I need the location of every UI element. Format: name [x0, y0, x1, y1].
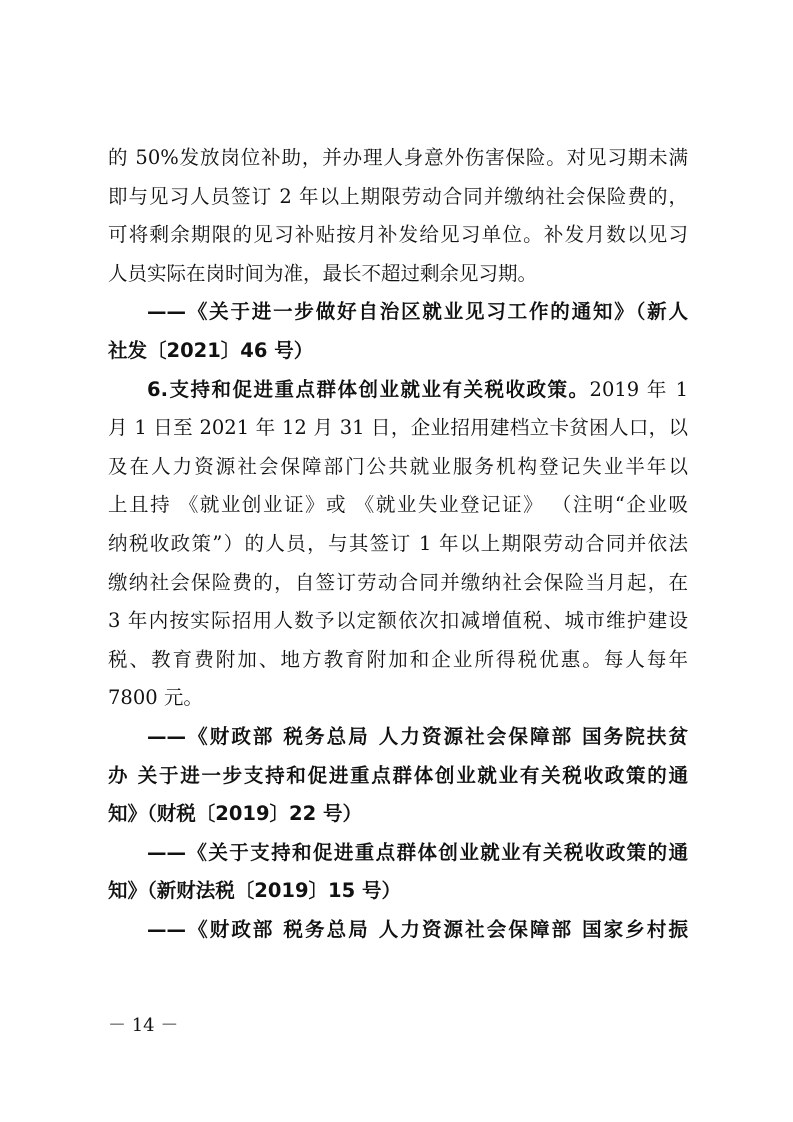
paragraph-text: 2019 年 1	[589, 377, 688, 401]
section-heading-line	[108, 371, 688, 410]
paragraph-line: 上且持 《就业创业证》或 《就业失业登记证》 （注明“企业吸	[108, 493, 688, 517]
section-heading: 6.支持和促进重点群体创业就业有关税收政策。	[147, 377, 590, 401]
page-number: － 14 －	[108, 1015, 179, 1036]
paragraph-line: 的 50%发放岗位补助，并办理人身意外伤害保险。对见习期未满	[108, 146, 688, 169]
paragraph-line: 税、教育费附加、地方教育附加和企业所得税优惠。每人每年	[108, 647, 688, 671]
paragraph-line: 人员实际在岗时间为准，最长不超过剩余见习期。	[108, 261, 538, 285]
policy-reference-line: ——《财政部 税务总局 人力资源社会保障部 国务院扶贫	[147, 724, 688, 748]
policy-reference-line: ——《财政部 税务总局 人力资源社会保障部 国家乡村振	[147, 917, 688, 941]
policy-reference-line: 知》（新财法税〔2019〕15 号）	[108, 879, 401, 903]
policy-reference-line: 知》（财税〔2019〕22 号）	[108, 802, 362, 826]
paragraph-line: 缴纳社会保险费的，自签订劳动合同并缴纳社会保险当月起，在	[108, 570, 688, 594]
body-text	[108, 139, 688, 949]
paragraph-line: 7800 元。	[108, 686, 203, 710]
paragraph-line: 及在人力资源社会保障部门公共就业服务机构登记失业半年以	[108, 454, 688, 478]
policy-reference-line: 社发〔2021〕46 号）	[108, 338, 314, 362]
paragraph-line: 即与见习人员签订 2 年以上期限劳动合同并缴纳社会保险费的，	[108, 184, 688, 208]
paragraph-line: 3 年内按实际招用人数予以定额依次扣减增值税、城市维护建设	[108, 609, 688, 633]
policy-reference-line: 办 关于进一步支持和促进重点群体创业就业有关税收政策的通	[108, 763, 688, 787]
policy-reference-line: ——《关于支持和促进重点群体创业就业有关税收政策的通	[147, 840, 688, 864]
policy-reference-line: ——《关于进一步做好自治区就业见习工作的通知》（新人	[147, 300, 688, 324]
paragraph-line: 月 1 日至 2021 年 12 月 31 日，企业招用建档立卡贫困人口，以	[108, 416, 688, 440]
paragraph-line: 纳税收政策”）的人员，与其签订 1 年以上期限劳动合同并依法	[108, 531, 688, 555]
paragraph-line: 可将剩余期限的见习补贴按月补发给见习单位。补发月数以见习	[108, 223, 688, 247]
